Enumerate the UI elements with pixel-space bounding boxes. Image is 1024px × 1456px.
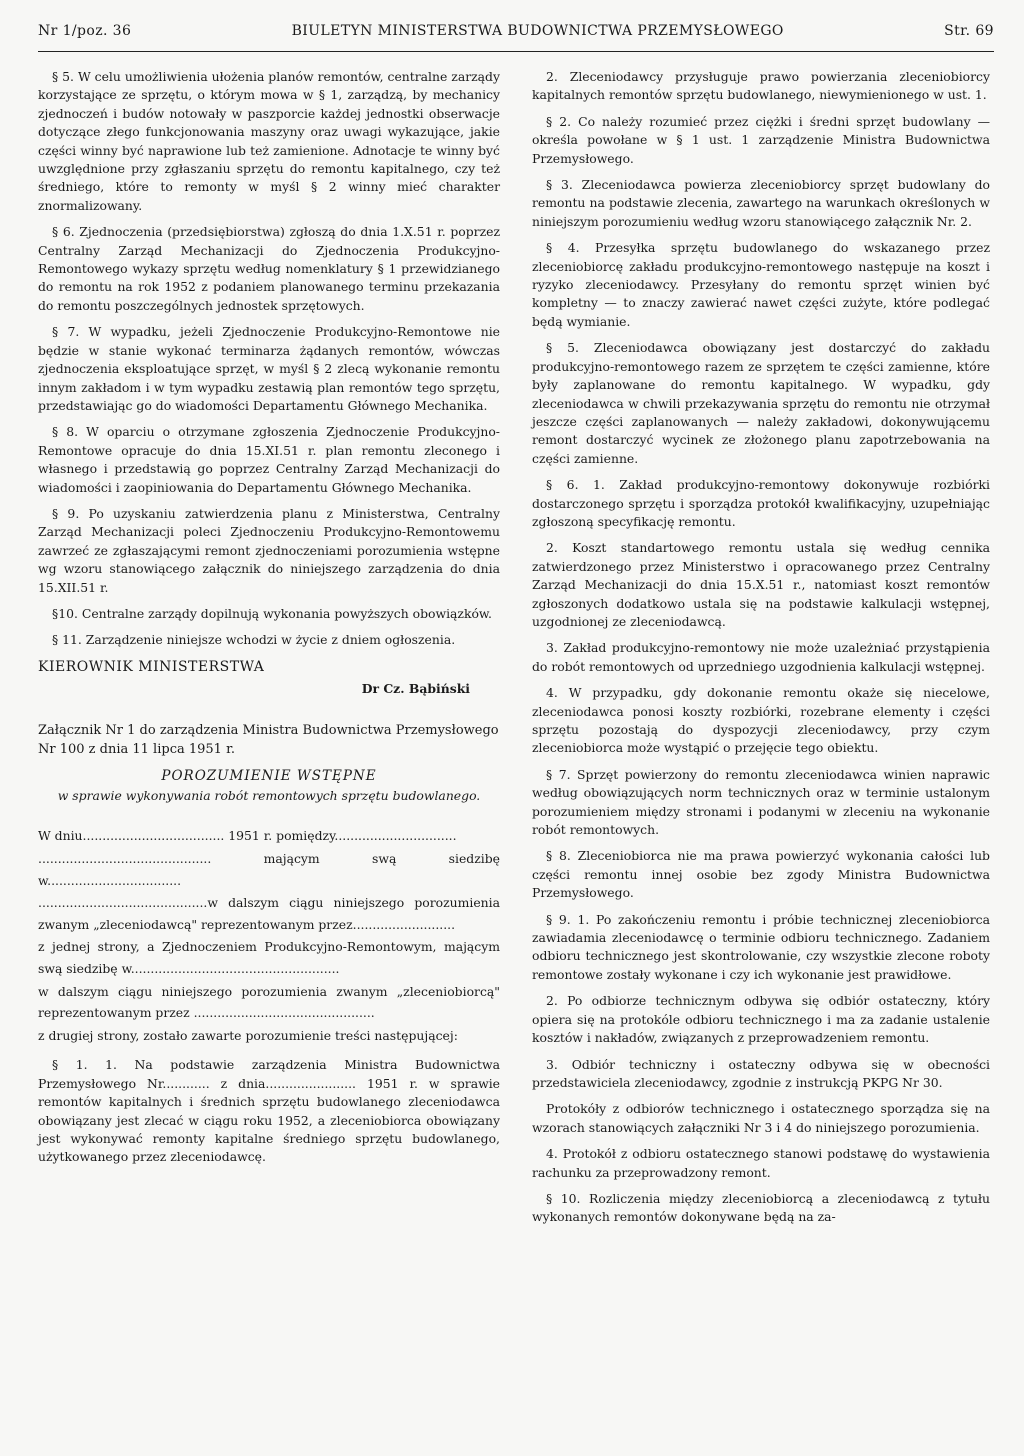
right-paragraph: 2. Po odbiorze technicznym odbywa się odbiór ostateczny, który opiera się na protokóle odbioru technicznego i ma za zadanie ustalenie kosztów i nakładów, związanych z przeprowadzeniem remontu. [532, 993, 990, 1046]
right-paragraph: 2. Koszt standartowego remontu ustala się według cennika zatwierdzonego przez Ministerstwo i opracowanego przez Centralny Zarząd Mechanizacji do dnia 15.X.51 r., natomiast koszt remontów zgłoszonych dodatkowo ustala się na podstawie kalkulacji wstępnej, uzgodnionej ze zleceniodawcą. [532, 540, 990, 629]
right-paragraph: § 9. 1. Po zakończeniu remontu i próbie technicznej zleceniobiorca zawiadamia zleceniodawcę o terminie odbioru technicznego. Zadaniem odbioru technicznego jest skontrolowanie, czy wszystkie zlecone roboty remontowe zostały wykonane i czy ich wykonanie jest prawidłowe. [532, 911, 990, 982]
paragraph-10: §10. Centralne zarządy dopilnują wykonania powyższych obowiązków. [52, 605, 492, 621]
paragraph-8: § 8. W oparciu o otrzymane zgłoszenia Zjednoczenie Produkcyjno-Remontowe opracuje do dnia 15.XI.51 r. plan remontu zleconego i własnego i przedstawią go poprzez Centralny Zarząd Mechanizacji do wiadomości i zaopiniowania do Departamentu Głównego Mechanika. [38, 424, 500, 495]
paragraph-6: § 6. Zjednoczenia (przedsiębiorstwa) zgłoszą do dnia 1.X.51 r. poprzez Centralny Zarząd Mechanizacji do Zjednoczenia Produkcyjno-Remontowego wykazy sprzętu według nomenklatury § 1 przewidzianego do remontu na rok 1952 z podaniem planowanego terminu przekazania do remontu poszczególnych jednostek sprzętowych. [38, 224, 500, 313]
right-paragraph: 4. Protokół z odbioru ostatecznego stanowi podstawę do wystawienia rachunku za przeprowadzony remont. [532, 1146, 990, 1180]
paragraph-11: § 11. Zarządzenie niniejsze wchodzi w życie z dniem ogłoszenia. [52, 632, 456, 648]
agreement-section-1: § 1. 1. Na podstawie zarządzenia Ministra Budownictwa Przemysłowego Nr............ z dnia....................... 1951 r. w sprawie remontów kapitalnych i średnich sprzętu budowlanego zleceniodawca obowiązany jest zlecać w ciągu roku 1952, a zleceniobiorca obowiązany jest wykonywać remonty kapitalne średniego sprzętu budowlanego, użytkowanego przez zleceniodawcę. [38, 1057, 500, 1165]
right-paragraph: § 6. 1. Zakład produkcyjno-remontowy dokonywuje rozbiórki dostarczonego sprzętu i sporządza protokół kwalifikacyjny, uzupełniając zgłoszoną specyfikację remontu. [532, 477, 990, 529]
signer-role: KIEROWNIK MINISTERSTWA [38, 658, 265, 675]
form-line: W dniu.................................... 1951 r. pomiędzy............................... [38, 828, 457, 844]
right-paragraph: § 3. Zleceniodawca powierza zleceniobiorcy sprzęt budowlany do remontu na podstawie zlecenia, zawartego na warunkach określonych w niniejszym porozumieniu według wzoru stanowiącego załącznik Nr. 2. [532, 177, 990, 229]
page-header [38, 18, 994, 44]
bulletin-title: BIULETYN MINISTERSTWA BUDOWNICTWA PRZEMYSŁOWEGO [291, 23, 784, 39]
page-number: Str. 69 [944, 23, 994, 39]
right-column [532, 68, 990, 1235]
agreement-title: POROZUMIENIE WSTĘPNE [161, 767, 377, 784]
form-line: ...........................................w dalszym ciągu niniejszego porozumienia zwanym „zleceniodawcą" reprezentowanym przez.......................... [38, 895, 500, 932]
right-paragraph: § 2. Co należy rozumieć przez ciężki i średni sprzęt budowlany — określa powołane w § 1 ust. 1 zarządzenie Ministra Budownictwa Przemysłowego. [532, 113, 990, 166]
paragraph-7: § 7. W wypadku, jeżeli Zjednoczenie Produkcyjno-Remontowe nie będzie w stanie wykonać terminarza żądanych remontów, wówczas zjednoczenia eksploatujące sprzęt, w myśl § 2 zlecą wykonanie remontu innym zakładom i w tym wypadku zestawią plan remontów tego sprzętu, przedstawiając go do wiadomości Departamentu Głównego Mechanika. [38, 324, 500, 413]
issue-number: Nr 1/poz. 36 [38, 23, 132, 39]
right-paragraph: Protokóły z odbiorów technicznego i ostatecznego sporządza się na wzorach stanowiących załączniki Nr 3 i 4 do niniejszego porozumienia. [532, 1101, 990, 1135]
header-rule [38, 51, 994, 52]
annex-note: Załącznik Nr 1 do zarządzenia Ministra Budownictwa Przemysłowego Nr 100 z dnia 11 lipca 1951 r. [38, 722, 499, 757]
agreement-form-lines [38, 825, 500, 1046]
paragraph-5: § 5. W celu umożliwienia ułożenia planów remontów, centralne zarządy korzystające ze sprzętu, o którym mowa w § 1, zarządzą, by mechanicy zjednoczeń i budów notowały w paszporcie każdej jednostki obserwacje dotyczące złego funkcjonowania maszyny oraz uwagi wykazujące, jakie części winny być naprawione lub też zamienione. Adnotacje te winny być uwzględnione przy zgłaszaniu sprzętu do remontu kapitalnego, czy też średniego, które to remonty w myśl § 2 winny mieć charakter znormalizowany. [38, 69, 500, 213]
form-line: ............................................ mającym swą siedzibę w.................................. [38, 851, 500, 888]
right-paragraph: § 8. Zleceniobiorca nie ma prawa powierzyć wykonania całości lub części remontu innej osobie bez zgody Ministra Budownictwa Przemysłowego. [532, 848, 990, 901]
right-paragraph: 2. Zleceniodawcy przysługuje prawo powierzania zleceniobiorcy kapitalnych remontów sprzętu budowlanego, niewymienionego w ust. 1. [532, 69, 990, 103]
right-paragraph: 3. Odbiór techniczny i ostateczny odbywa się w obecności przedstawiciela zleceniodawcy, zgodnie z instrukcją PKPG Nr 30. [532, 1056, 990, 1090]
form-line: z jednej strony, a Zjednoczeniem Produkcyjno-Remontowym, mającym swą siedzibę w..................................................... [38, 939, 500, 976]
right-paragraph: § 4. Przesyłka sprzętu budowlanego do wskazanego przez zleceniobiorcę zakładu produkcyjno-remontowego następuje na koszt i ryzyko zleceniodawcy. Przesyłany do remontu sprzęt winien być kompletny — to znaczy zawierać nawet części zużyte, które podlegać będą wymianie. [532, 240, 990, 329]
paragraph-9: § 9. Po uzyskaniu zatwierdzenia planu z Ministerstwa, Centralny Zarząd Mechanizacji poleci Zjednoczeniu Produkcyjno-Remontowemu zawrzeć ze zgłaszającymi remont zjednoczeniami porozumienia wstępne wg wzoru stanowiącego załącznik do niniejszego zarządzenia do dnia 15.XII.51 r. [38, 505, 500, 595]
form-line: w dalszym ciągu niniejszego porozumienia zwanym „zleceniobiorcą" reprezentowanym przez .............................................. [38, 983, 500, 1021]
form-line: z drugiej strony, zostało zawarte porozumienie treści następującej: [38, 1027, 458, 1043]
left-column [38, 68, 500, 1175]
right-paragraph: § 7. Sprzęt powierzony do remontu zleceniodawca winien naprawic według obowiązujących norm technicznych oraz w terminie ustalonym porozumieniem między stronami i podanymi w zleceniu na wykonanie robót remontowych. [532, 766, 990, 838]
right-paragraph: 4. W przypadku, gdy dokonanie remontu okaże się niecelowe, zleceniodawca ponosi koszty rozbiórki, rozebrane elementy i części sprzętu pozostają do dyspozycji zleceniodawcy, przy czym zleceniobiorca może wystąpić o przejęcie tego obiektu. [532, 685, 990, 756]
signer-name: Dr Cz. Bąbiński [361, 681, 470, 697]
right-paragraph: 3. Zakład produkcyjno-remontowy nie może uzależniać przystąpienia do robót remontowych od uprzedniego uzgodnienia kalkulacji wstępnej. [532, 640, 990, 674]
right-paragraph: § 5. Zleceniodawca obowiązany jest dostarczyć do zakładu produkcyjno-remontowego razem ze sprzętem te części zamienne, które były zaplanowane do remontu kapitalnego. W wypadku, gdy zleceniodawca w chwili przekazywania sprzętu do remontu nie otrzymał jeszcze części zaplanowanych — należy zakładowi, dokonywującemu remont dostarczyć wycinek ze złożonego planu zapotrzebowania na części zamienne. [532, 340, 990, 466]
right-paragraph: § 10. Rozliczenia między zleceniobiorcą a zleceniodawcą z tytułu wykonanych remontów dokonywane będą na za- [532, 1190, 990, 1225]
agreement-subtitle: w sprawie wykonywania robót remontowych sprzętu budowlanego. [57, 788, 481, 803]
